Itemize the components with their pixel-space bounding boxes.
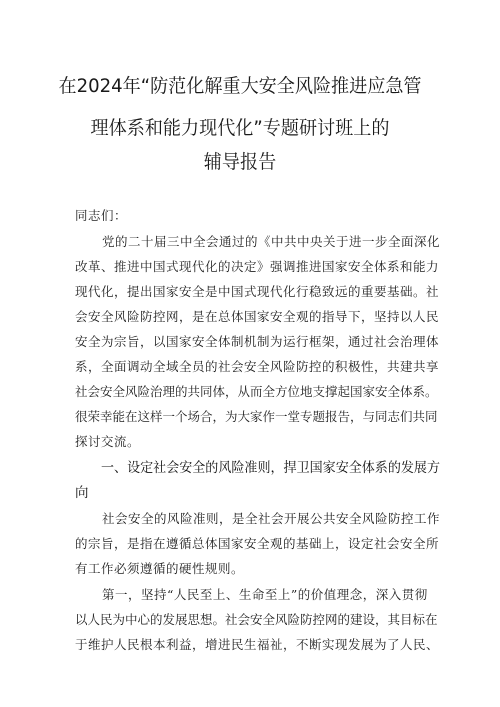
paragraph-1-line: 党的二十届三中全会通过的《中共中央关于进一步全面深化: [102, 234, 441, 249]
section-1-heading-line-2: 向: [75, 485, 89, 501]
paragraph-2-line: 的宗旨，是指在遵循总体国家安全观的基础上，设定社会安全所: [75, 536, 440, 551]
paragraph-1-line: 社会安全风险治理的共同体，从而全方位地支撑起国家安全体系。: [75, 384, 438, 399]
paragraph-1-line: 会安全风险防控网，是在总体国家安全观的指导下，坚持以人民: [75, 309, 440, 324]
paragraph-1-line: 安全为宗旨，以国家安全体制机制为运行框架，通过社会治理体: [75, 334, 440, 349]
paragraph-3-line: 第一，坚持“人民至上、生命至上”的价值理念，深入贯彻: [102, 587, 428, 602]
paragraph-1-line: 现代化，提出国家安全是中国式现代化行稳致远的重要基础。社: [75, 284, 440, 299]
paragraph-3-line: 于维护人民根本利益，增进民生福祉，不断实现发展为了人民、: [75, 637, 440, 652]
document-title-line-2: 理体系和能力现代化”专题研讨班上的: [90, 117, 390, 139]
paragraph-1-line: 改革、推进中国式现代化的决定》强调推进国家安全体系和能力: [75, 259, 440, 274]
section-1-heading-line-1: 一、设定社会安全的风险准则，捍卫国家安全体系的发展方: [101, 460, 440, 476]
document-title-line-1: 在2024年“防范化解重大安全风险推进应急管: [58, 75, 422, 97]
paragraph-1-line: 很荣幸能在这样一个场合，为大家作一堂专题报告，与同志们共同: [75, 409, 438, 424]
paragraph-1-line: 系，全面调动全域全员的社会安全风险防控的积极性，共建共享: [75, 359, 440, 374]
paragraph-2-line: 有工作必须遵循的硬性规则。: [75, 561, 245, 576]
salutation: 同志们：: [75, 208, 128, 223]
paragraph-2-line: 社会安全的风险准则，是全社会开展公共安全风险防控工作: [102, 511, 441, 526]
paragraph-1-line: 探讨交流。: [75, 434, 141, 449]
paragraph-3-line: 以人民为中心的发展思想。社会安全风险防控网的建设，其目标在: [75, 612, 438, 627]
document-title-line-3: 辅导报告: [203, 151, 277, 173]
